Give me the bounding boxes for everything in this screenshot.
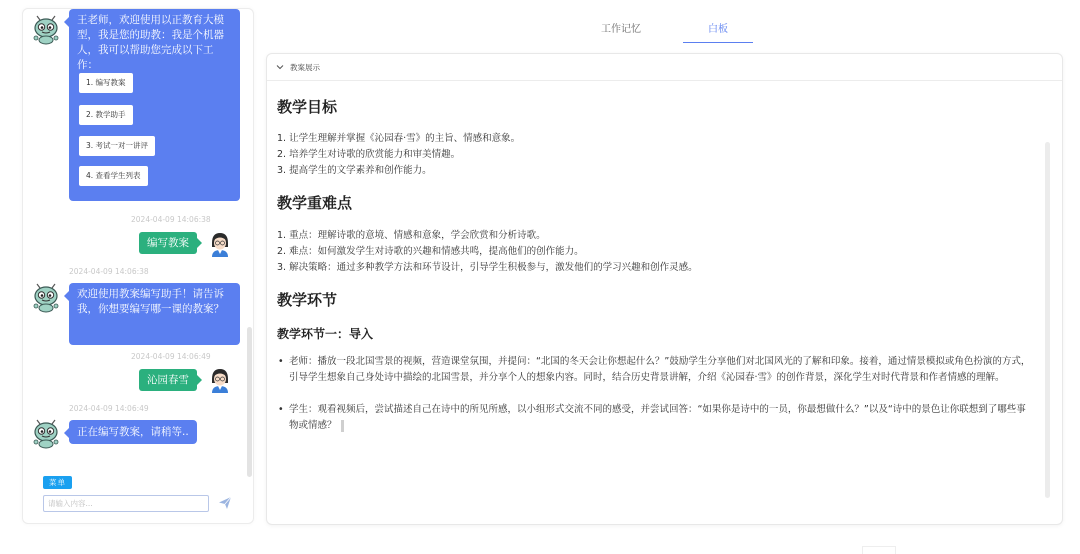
welcome-text: 王老师，欢迎使用以正教育大模型，我是您的助教：我是个机器人，我可以帮助您完成以下工作： bbox=[77, 14, 224, 71]
chat-input[interactable] bbox=[43, 495, 209, 512]
message-timestamp: 2024-04-09 14:06:49 bbox=[131, 352, 211, 361]
view-tabs bbox=[266, 14, 1063, 44]
tab-whiteboard[interactable]: 白板 bbox=[708, 24, 728, 35]
chat-panel bbox=[22, 8, 254, 524]
option-student-list[interactable]: 4. 查看学生列表 bbox=[79, 166, 148, 186]
chevron-down-icon[interactable] bbox=[276, 63, 284, 71]
message-timestamp: 2024-04-09 14:06:38 bbox=[69, 267, 149, 276]
heading-objectives: 教学目标 bbox=[277, 98, 338, 116]
heading-key-points: 教学重难点 bbox=[277, 194, 353, 212]
process-bullet-teacher: • 老师：播放一段北国雪景的视频，营造课堂氛围，并提问：“北国的冬天会让你想起什么？”鼓励学生分享他们对北国风光的了解和印象。接着，通过情景模拟或角色扮演的方式，引导学生想象自己身处诗中描绘的北国雪景，并分享个人的想象内容。同时，结合历史背景讲解，介绍《沁园春·雪》的创作背景，深化学生对时代背景和作者情感的理解。 bbox=[289, 354, 1039, 386]
objective-item: 3. 提高学生的文学素养和创作能力。 bbox=[277, 165, 432, 176]
welcome-bubble bbox=[69, 9, 240, 201]
heading-step-one: 教学环节一：导入 bbox=[277, 327, 374, 341]
option-write-lesson-plan[interactable]: 1. 编写教案 bbox=[79, 73, 133, 93]
user-message: 沁园春雪 bbox=[139, 369, 197, 391]
whiteboard-panel bbox=[266, 53, 1063, 525]
option-teaching-assistant[interactable]: 2. 教学助手 bbox=[79, 105, 133, 125]
section-title: 教案展示 bbox=[290, 63, 320, 72]
option-exam-review[interactable]: 3. 考试一对一讲评 bbox=[79, 136, 155, 156]
chat-messages[interactable] bbox=[23, 9, 249, 465]
teacher-avatar-icon bbox=[209, 367, 231, 393]
message-timestamp: 2024-04-09 14:06:49 bbox=[69, 404, 149, 413]
section-header[interactable] bbox=[267, 54, 1062, 81]
objective-item: 1. 让学生理解并掌握《沁园春·雪》的主旨、情感和意象。 bbox=[277, 133, 521, 144]
bullet-text: 学生：观看视频后，尝试描述自己在诗中的所见所感，以小组形式交流不同的感受，并尝试回答：“如果你是诗中的一员，你最想做什么？”以及“诗中的景色让你联想到了哪些事物或情感？ bbox=[289, 404, 1026, 431]
robot-icon bbox=[31, 15, 61, 45]
process-bullet-student bbox=[289, 402, 1029, 434]
teacher-avatar-icon bbox=[209, 231, 231, 257]
key-point-item: 3. 解决策略：通过多种教学方法和环节设计，引导学生积极参与，激发他们的学习兴趣和创作灵感。 bbox=[277, 262, 698, 273]
tab-work-memory[interactable]: 工作记忆 bbox=[601, 24, 641, 35]
key-point-item: 1. 重点：理解诗歌的意境、情感和意象，学会欣赏和分析诗歌。 bbox=[277, 230, 546, 241]
robot-icon bbox=[31, 283, 61, 313]
bot-message: 欢迎使用教案编写助手！请告诉我，你想要编写哪一课的教案？ bbox=[69, 283, 240, 345]
bot-message: 正在编写教案，请稍等.. bbox=[69, 420, 197, 444]
chat-scrollbar[interactable] bbox=[247, 327, 252, 477]
paper-plane-icon[interactable] bbox=[218, 496, 232, 510]
objective-item: 2. 培养学生对诗歌的欣赏能力和审美情趣。 bbox=[277, 149, 461, 160]
robot-icon bbox=[31, 419, 61, 449]
active-tab-indicator bbox=[683, 42, 753, 43]
menu-button[interactable]: 菜单 bbox=[43, 476, 72, 489]
heading-process: 教学环节 bbox=[277, 291, 338, 309]
key-point-item: 2. 难点：如何激发学生对诗歌的兴趣和情感共鸣，提高他们的创作能力。 bbox=[277, 246, 584, 257]
board-scrollbar[interactable] bbox=[1045, 142, 1050, 498]
message-timestamp: 2024-04-09 14:06:38 bbox=[131, 215, 211, 224]
user-message: 编写教案 bbox=[139, 232, 197, 254]
typing-cursor bbox=[341, 420, 344, 432]
